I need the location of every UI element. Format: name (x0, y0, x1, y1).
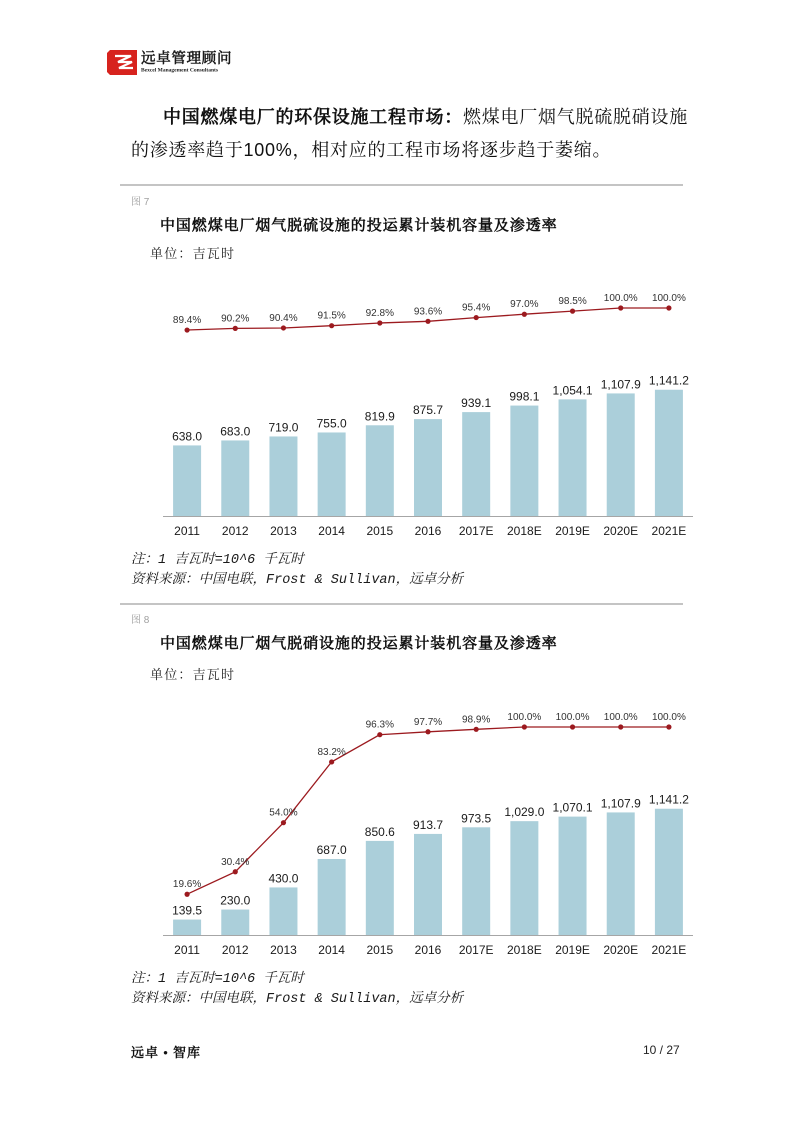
bar-2016 (414, 834, 442, 935)
x-tick-label-2016: 2016 (414, 943, 442, 957)
penetration-point-2020E (618, 724, 623, 729)
chart-title: 中国燃煤电厂烟气脱硝设施的投运累计装机容量及渗透率 (160, 635, 558, 652)
bar-value-label-2012: 683.0 (220, 424, 251, 439)
penetration-label-2011: 19.6% (172, 879, 202, 891)
bar-2011 (173, 445, 201, 516)
bar-value-label-2021E: 1,141.2 (648, 792, 689, 807)
penetration-label-2014: 91.5% (317, 310, 346, 322)
penetration-label-2013: 90.4% (269, 312, 298, 324)
penetration-point-2014 (329, 323, 334, 328)
x-axis-ticks (174, 524, 686, 538)
figure-label: 图 8 (131, 615, 150, 626)
penetration-point-2012 (233, 326, 238, 331)
penetration-label-2015: 92.8% (365, 307, 394, 319)
bar-2012 (221, 910, 249, 935)
bar-2019E (559, 817, 587, 935)
penetration-point-2020E (618, 305, 623, 310)
bar-2020E (607, 812, 635, 935)
x-tick-label-2013: 2013 (270, 524, 297, 538)
penetration-point-2018E (522, 312, 527, 317)
bar-value-label-2019E: 1,054.1 (552, 383, 593, 398)
bar-2016 (414, 419, 442, 516)
bar-value-label-2012: 230.0 (220, 893, 251, 908)
penetration-label-2018E: 97.0% (510, 299, 539, 311)
bar-value-label-2020E: 1,107.9 (600, 796, 641, 811)
penetration-point-2021E (666, 724, 671, 729)
section-divider (120, 603, 683, 605)
penetration-point-2019E (570, 309, 575, 314)
bar-value-label-2013: 430.0 (268, 871, 299, 886)
penetration-point-2019E (570, 724, 575, 729)
bar-value-label-2011: 638.0 (172, 429, 203, 444)
bar-value-label-2020E: 1,107.9 (600, 377, 641, 392)
bar-value-label-2018E: 998.1 (509, 389, 540, 404)
penetration-label-2020E: 100.0% (603, 293, 638, 304)
penetration-point-2018E (522, 724, 527, 729)
penetration-label-2017E: 95.4% (462, 302, 491, 314)
penetration-point-2011 (184, 892, 189, 897)
figure-label: 图 7 (131, 197, 150, 208)
x-tick-label-2013: 2013 (270, 943, 297, 957)
chart-unit: 单位：吉瓦时 (150, 667, 236, 682)
penetration-point-2015 (377, 320, 382, 325)
penetration-label-2021E: 100.0% (651, 712, 686, 723)
penetration-point-2016 (425, 319, 430, 324)
bar-value-label-2019E: 1,070.1 (552, 800, 593, 815)
intro-paragraph-line-2: 的渗透率趋于100%，相对应的工程市场将逐步趋于萎缩。 (131, 140, 612, 160)
x-tick-label-2019E: 2019E (555, 524, 590, 538)
logo-company-name: 远卓管理顾问 (141, 51, 233, 67)
penetration-point-2014 (329, 759, 334, 764)
chart-source: 资料来源：中国电联，Frost & Sullivan，远卓分析 (131, 992, 464, 1007)
section-divider (120, 184, 683, 186)
penetration-label-2021E: 100.0% (651, 293, 686, 304)
penetration-point-2017E (474, 315, 479, 320)
bar-value-label-2015: 819.9 (364, 409, 395, 424)
bar-value-label-2017E: 973.5 (461, 811, 492, 826)
bar-2020E (607, 393, 635, 516)
penetration-rate-points (173, 293, 686, 333)
x-tick-label-2011: 2011 (174, 943, 200, 957)
bar-2013 (269, 887, 297, 935)
penetration-label-2020E: 100.0% (603, 712, 638, 723)
chart-source: 资料来源：中国电联，Frost & Sullivan，远卓分析 (131, 573, 464, 588)
penetration-label-2018E: 100.0% (507, 712, 542, 723)
x-tick-label-2012: 2012 (221, 943, 249, 957)
penetration-label-2016: 97.7% (413, 716, 443, 728)
bexcel-logo-icon (107, 49, 138, 76)
x-tick-label-2016: 2016 (414, 524, 442, 538)
logo-company-subtitle: Bexcel Management Consultants (141, 67, 218, 73)
chart-title: 中国燃煤电厂烟气脱硫设施的投运累计装机容量及渗透率 (160, 217, 558, 234)
x-tick-label-2021E: 2021E (651, 943, 687, 957)
bar-value-label-2017E: 939.1 (461, 396, 492, 411)
bar-2019E (559, 399, 587, 516)
bar-2021E (655, 390, 683, 516)
penetration-label-2012: 90.2% (221, 313, 250, 325)
x-tick-label-2014: 2014 (318, 943, 345, 957)
penetration-point-2012 (233, 869, 238, 874)
x-tick-label-2018E: 2018E (507, 943, 542, 957)
penetration-label-2014: 83.2% (317, 746, 346, 758)
bar-2014 (318, 859, 346, 935)
penetration-point-2011 (184, 327, 189, 332)
x-tick-label-2011: 2011 (174, 524, 200, 538)
bar-2013 (269, 436, 297, 516)
intro-text: 燃煤电厂烟气脱硫脱硝设施 (463, 107, 688, 127)
x-tick-label-2015: 2015 (366, 943, 394, 957)
penetration-label-2016: 93.6% (413, 306, 443, 318)
bar-2015 (366, 841, 394, 935)
x-tick-label-2020E: 2020E (603, 943, 639, 957)
bar-value-label-2014: 755.0 (316, 416, 347, 431)
bar-value-label-2014: 687.0 (316, 842, 347, 857)
chart-note: 注：1 吉瓦时=10^6 千瓦时 (131, 972, 304, 987)
penetration-label-2011: 89.4% (172, 315, 202, 327)
penetration-label-2015: 96.3% (365, 719, 394, 731)
penetration-point-2021E (666, 305, 671, 310)
x-axis-ticks (174, 943, 686, 957)
x-tick-label-2020E: 2020E (603, 524, 639, 538)
penetration-point-2015 (377, 732, 382, 737)
denitrification-capacity-chart (0, 699, 800, 964)
bar-series (172, 793, 689, 935)
x-tick-label-2012: 2012 (221, 524, 249, 538)
page-number: 10 / 27 (643, 1043, 680, 1057)
bar-2015 (366, 425, 394, 516)
x-tick-label-2017E: 2017E (458, 524, 494, 538)
penetration-point-2013 (281, 820, 286, 825)
bar-2017E (462, 412, 490, 516)
bar-value-label-2015: 850.6 (364, 824, 395, 839)
x-tick-label-2018E: 2018E (507, 524, 542, 538)
x-tick-label-2019E: 2019E (555, 943, 590, 957)
intro-paragraph-line-1 (163, 105, 688, 129)
bar-value-label-2011: 139.5 (172, 903, 203, 918)
penetration-point-2016 (425, 729, 430, 734)
bar-value-label-2016: 875.7 (412, 403, 444, 418)
bar-2012 (221, 440, 249, 516)
bar-2014 (318, 432, 346, 516)
bar-value-label-2013: 719.0 (268, 420, 299, 435)
penetration-point-2017E (474, 727, 479, 732)
bar-value-label-2018E: 1,029.0 (504, 805, 545, 820)
x-tick-label-2021E: 2021E (651, 524, 687, 538)
bar-value-label-2021E: 1,141.2 (648, 373, 689, 388)
x-tick-label-2014: 2014 (318, 524, 345, 538)
penetration-label-2019E: 98.5% (558, 296, 587, 308)
bar-2021E (655, 809, 683, 935)
bar-2018E (510, 406, 538, 516)
bar-2018E (510, 821, 538, 935)
intro-heading: 中国燃煤电厂的环保设施工程市场： (163, 107, 463, 127)
penetration-label-2017E: 98.9% (462, 714, 491, 726)
bar-2017E (462, 827, 490, 935)
chart-unit: 单位：吉瓦时 (150, 246, 236, 261)
penetration-label-2013: 54.0% (269, 807, 298, 819)
penetration-label-2012: 30.4% (221, 856, 250, 868)
footer-brand: 远卓 • 智库 (131, 1045, 202, 1060)
penetration-label-2019E: 100.0% (555, 712, 590, 723)
x-tick-label-2017E: 2017E (458, 943, 494, 957)
chart-note: 注：1 吉瓦时=10^6 千瓦时 (131, 553, 304, 568)
penetration-point-2013 (281, 325, 286, 330)
bar-2011 (173, 920, 201, 935)
x-tick-label-2015: 2015 (366, 524, 394, 538)
bar-value-label-2016: 913.7 (412, 817, 444, 832)
bar-series (172, 374, 689, 516)
desulfurization-capacity-chart (0, 280, 800, 545)
